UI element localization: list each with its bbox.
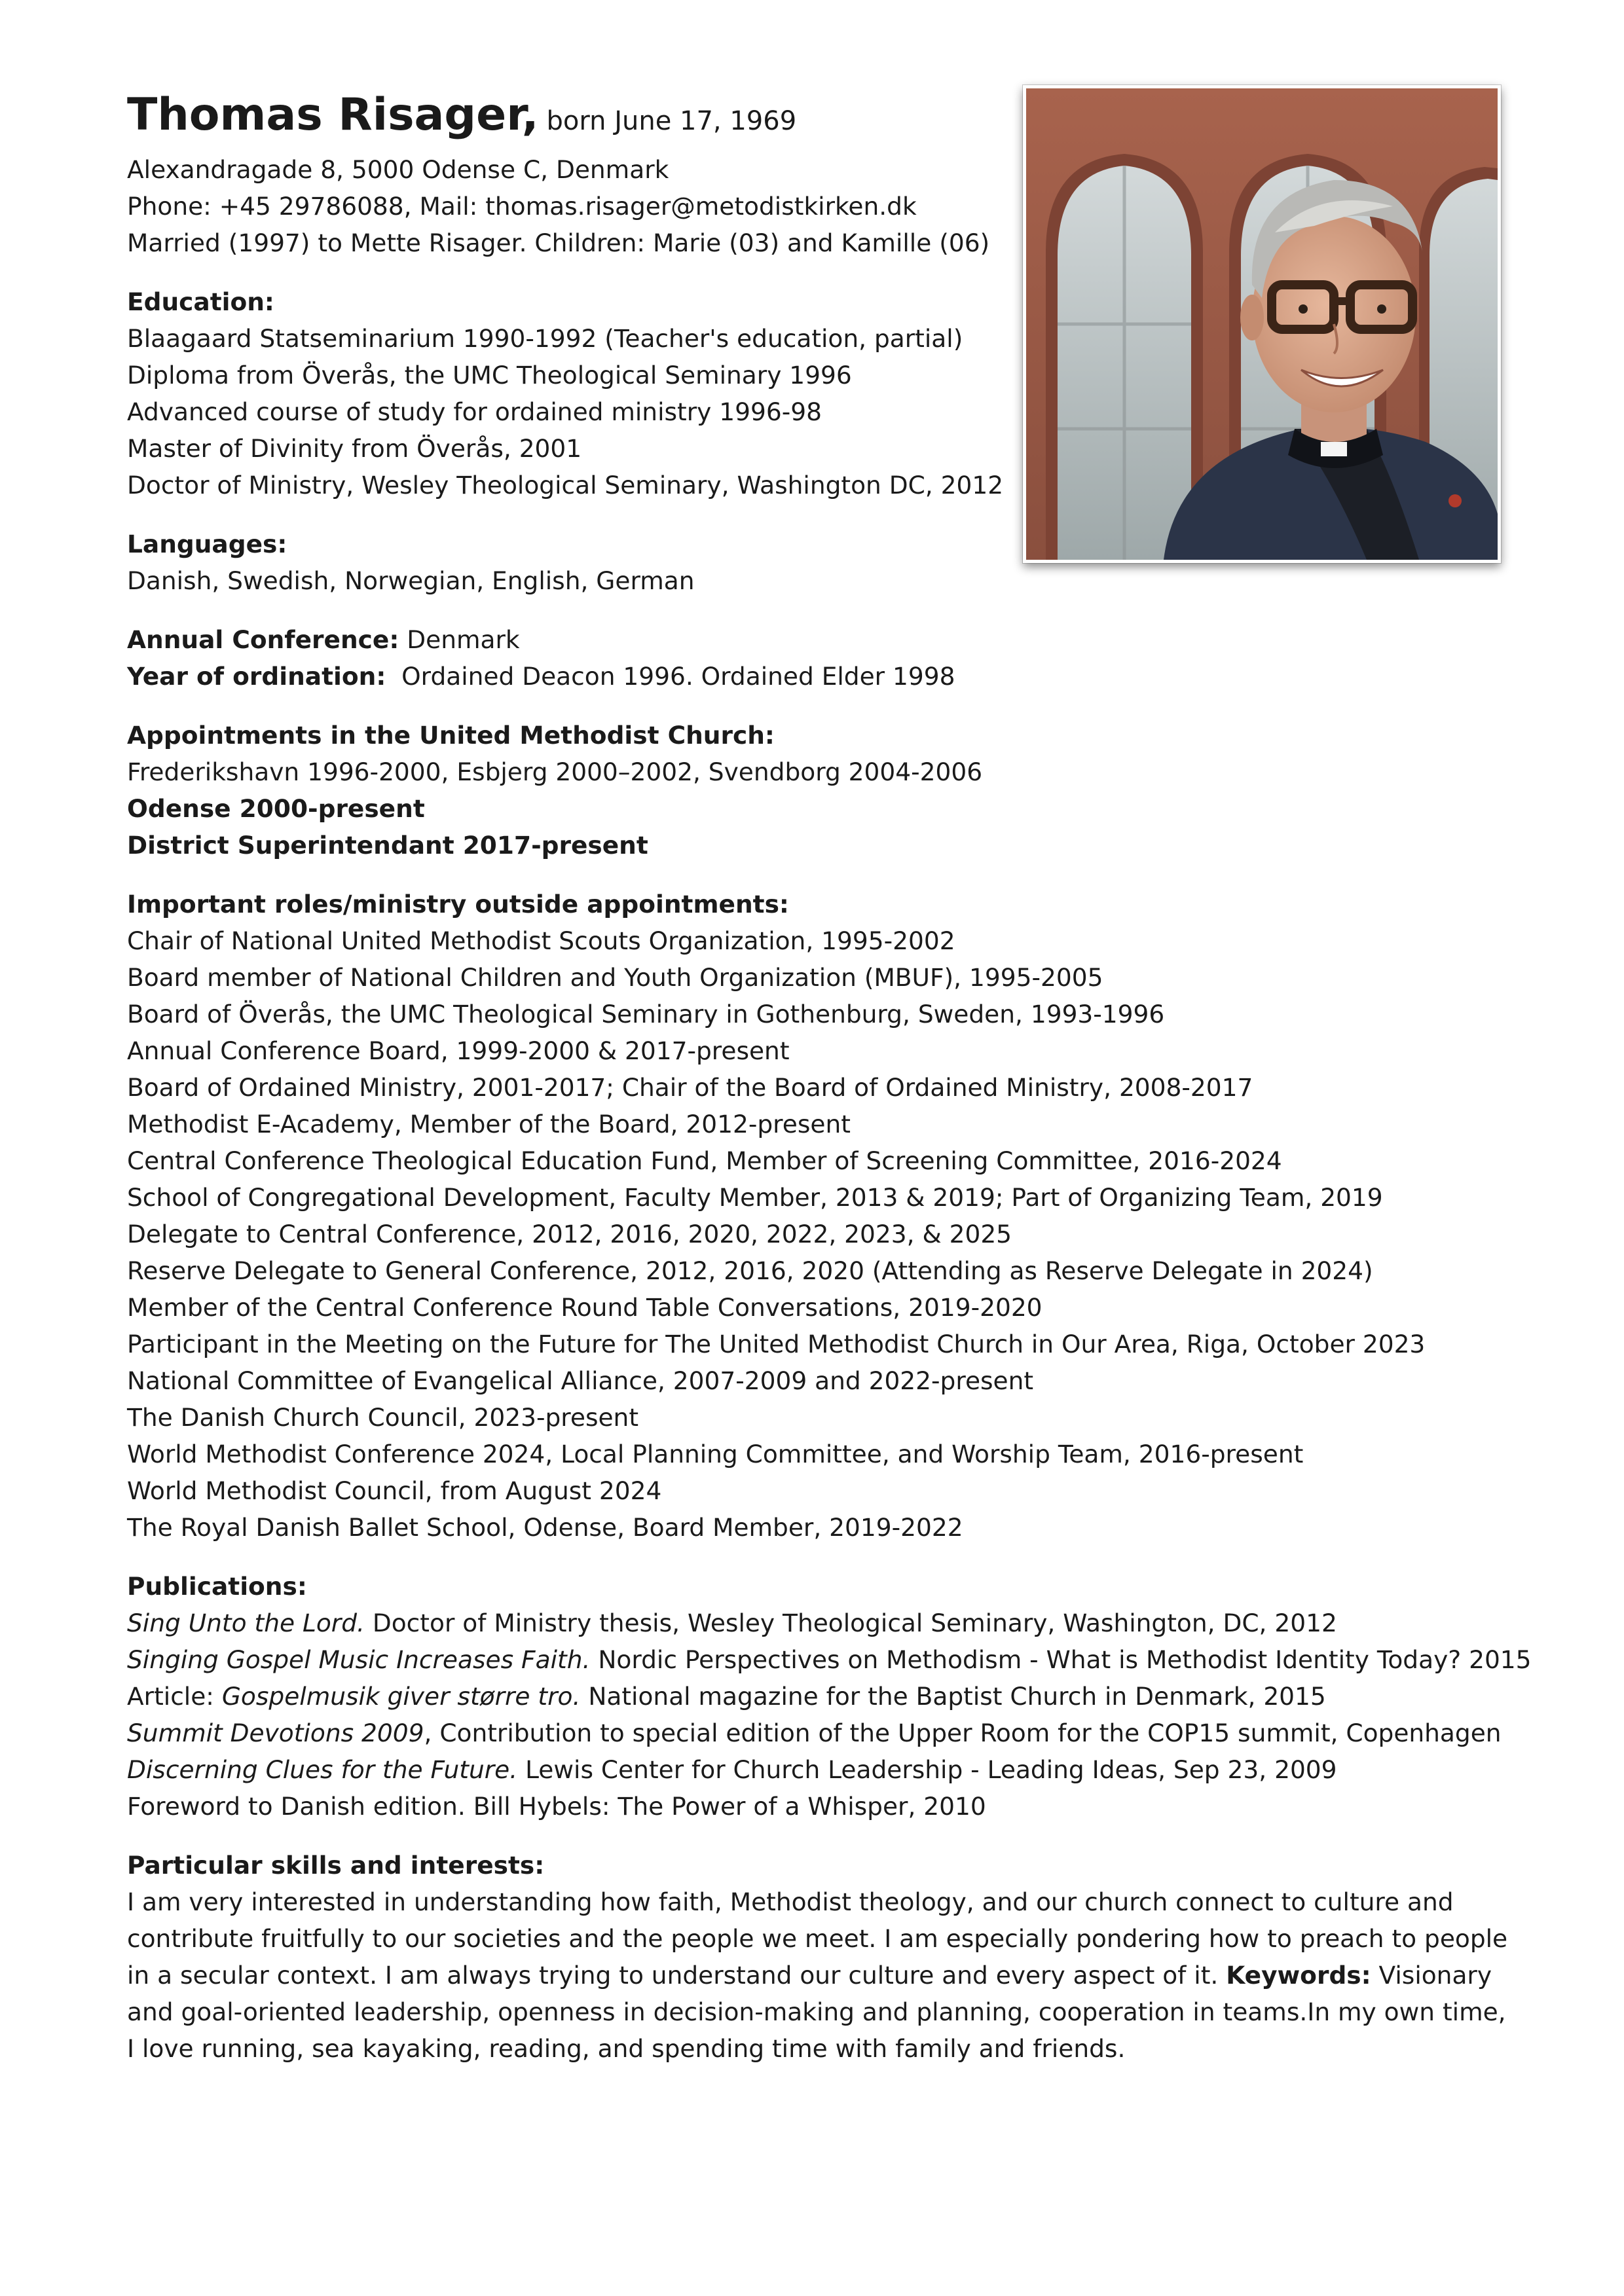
role-item: Participant in the Meeting on the Future for The United Methodist Church in Our Area, Riga, October 2023: [127, 1330, 1426, 1358]
education-item: Master of Divinity from Överås, 2001: [127, 434, 582, 463]
role-item: Member of the Central Conference Round Table Conversations, 2019-2020: [127, 1293, 1043, 1322]
publication-detail: Nordic Perspectives on Methodism - What is Methodist Identity Today? 2015: [590, 1645, 1532, 1674]
education-item: Blaagaard Statseminarium 1990-1992 (Teacher's education, partial): [127, 324, 963, 353]
publication-item: [127, 1715, 1515, 1751]
ordination-label: Year of ordination:: [127, 662, 386, 691]
publication-title: Gospelmusik giver større tro.: [221, 1682, 581, 1711]
role-item: World Methodist Council, from August 2024: [127, 1476, 662, 1505]
publication-item: [127, 1678, 1515, 1715]
skills-paragraph: [127, 1884, 1509, 2067]
publication-detail: Lewis Center for Church Leadership - Leading Ideas, Sep 23, 2009: [517, 1755, 1337, 1784]
appointments-heading: Appointments in the United Methodist Church:: [127, 721, 775, 750]
publications-heading: Publications:: [127, 1572, 307, 1601]
publication-title: Summit Devotions 2009: [127, 1719, 424, 1747]
role-item: Methodist E-Academy, Member of the Board, 2012-present: [127, 1110, 851, 1139]
publication-title: Singing Gospel Music Increases Faith.: [127, 1645, 591, 1674]
ordination-line: [127, 658, 1515, 695]
education-item: Doctor of Ministry, Wesley Theological Seminary, Washington DC, 2012: [127, 471, 1004, 500]
role-item: National Committee of Evangelical Alliance, 2007-2009 and 2022-present: [127, 1366, 1034, 1395]
portrait-photo: [1023, 85, 1501, 563]
role-item: Central Conference Theological Education Fund, Member of Screening Committee, 2016-2024: [127, 1146, 1282, 1175]
skills-text: I am very interested in understanding how faith, Methodist theology, and our church connect to culture and contribute fruitfully to our societies and the people we meet. I am especially pondering how to preach to people in a secular context. I am always trying to understand our culture and every aspect of it.: [127, 1887, 1508, 1990]
role-item: Chair of National United Methodist Scouts Organization, 1995-2002: [127, 926, 955, 955]
person-name: Thomas Risager,: [127, 89, 539, 141]
publication-detail: , Contribution to special edition of the Upper Room for the COP15 summit, Copenhagen: [424, 1719, 1502, 1747]
annual-conference-label: Annual Conference:: [127, 625, 399, 654]
publication-detail: National magazine for the Baptist Church in Denmark, 2015: [580, 1682, 1326, 1711]
role-item: Board member of National Children and Youth Organization (MBUF), 1995-2005: [127, 963, 1103, 992]
role-item: Board of Överås, the UMC Theological Seminary in Gothenburg, Sweden, 1993-1996: [127, 1000, 1165, 1029]
education-item: Diploma from Överås, the UMC Theological Seminary 1996: [127, 361, 852, 390]
address: Alexandragade 8, 5000 Odense C, Denmark: [127, 155, 669, 184]
keywords-label: Keywords:: [1226, 1961, 1371, 1990]
publication-title: Sing Unto the Lord.: [127, 1609, 365, 1637]
role-item: The Royal Danish Ballet School, Odense, Board Member, 2019-2022: [127, 1513, 963, 1542]
appointment-superintendant: District Superintendant 2017-present: [127, 831, 648, 860]
roles-list: [127, 922, 1515, 1546]
role-item: Board of Ordained Ministry, 2001-2017; Chair of the Board of Ordained Ministry, 2008-2017: [127, 1073, 1253, 1102]
publications-list: [127, 1605, 1532, 1825]
annual-conference-value: Denmark: [399, 625, 520, 654]
role-item: The Danish Church Council, 2023-present: [127, 1403, 639, 1432]
publication-item: [127, 1641, 1532, 1678]
skills-keywords-text: Visionary and goal-oriented leadership, openness in decision-making and planning, cooperation in teams.In my own time, I love running, sea kayaking, reading, and spending time with family and friends.: [127, 1961, 1506, 2063]
annual-conference-line: [127, 621, 1515, 658]
portrait-photo-icon: [1026, 88, 1498, 560]
role-item: Annual Conference Board, 1999-2000 & 2017-present: [127, 1036, 790, 1065]
roles-heading: Important roles/ministry outside appointments:: [127, 890, 789, 919]
publication-item: [127, 1605, 1515, 1641]
languages-text: Danish, Swedish, Norwegian, English, German: [127, 566, 695, 595]
publication-item: Foreword to Danish edition. Bill Hybels: The Power of a Whisper, 2010: [127, 1792, 986, 1821]
contact-info: Phone: +45 29786088, Mail: thomas.risager@metodistkirken.dk: [127, 192, 917, 221]
languages-heading: Languages:: [127, 530, 287, 558]
birth-date: born June 17, 1969: [546, 106, 797, 136]
ordination-value: Ordained Deacon 1996. Ordained Elder 1998: [386, 662, 955, 691]
family-info: Married (1997) to Mette Risager. Children: Marie (03) and Kamille (06): [127, 228, 990, 257]
education-item: Advanced course of study for ordained ministry 1996-98: [127, 397, 822, 426]
role-item: School of Congregational Development, Faculty Member, 2013 & 2019; Part of Organizing Team, 2019: [127, 1183, 1383, 1212]
skills-heading: Particular skills and interests:: [127, 1851, 545, 1880]
appointments-text: Frederikshavn 1996-2000, Esbjerg 2000–2002, Svendborg 2004-2006: [127, 757, 983, 786]
role-item: Reserve Delegate to General Conference, 2012, 2016, 2020 (Attending as Reserve Delegate in 2024): [127, 1256, 1373, 1285]
education-heading: Education:: [127, 287, 274, 316]
publication-item: [127, 1751, 1515, 1788]
publication-detail: Doctor of Ministry thesis, Wesley Theological Seminary, Washington, DC, 2012: [364, 1609, 1337, 1637]
role-item: World Methodist Conference 2024, Local Planning Committee, and Worship Team, 2016-present: [127, 1440, 1304, 1468]
publication-prefix: Article:: [127, 1682, 222, 1711]
publication-title: Discerning Clues for the Future.: [127, 1755, 518, 1784]
role-item: Delegate to Central Conference, 2012, 2016, 2020, 2022, 2023, & 2025: [127, 1220, 1012, 1248]
appointment-current: Odense 2000-present: [127, 794, 425, 823]
